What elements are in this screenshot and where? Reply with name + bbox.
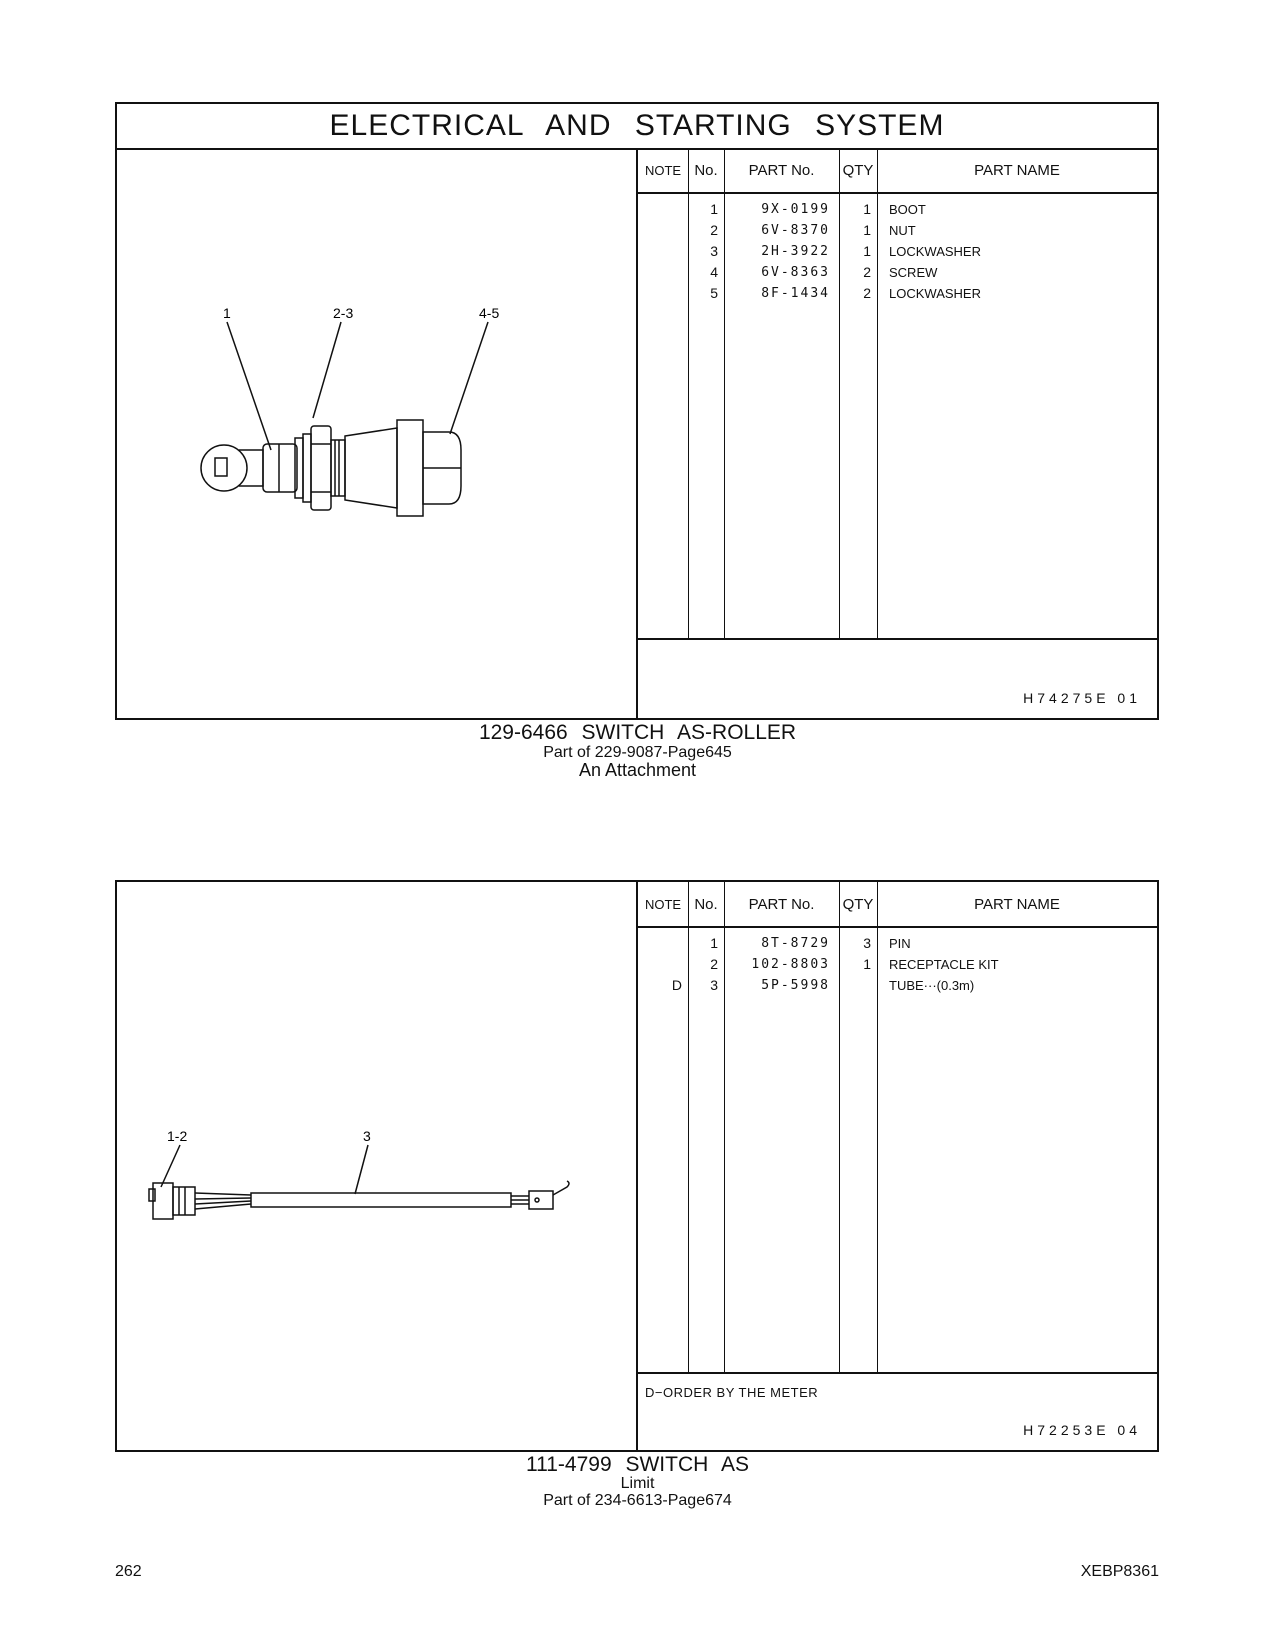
row-no: 3 (710, 243, 718, 259)
row-qty: 1 (863, 243, 871, 259)
header-part-name: PART NAME (974, 895, 1060, 913)
illustration-code: H72253E 04 (1023, 1422, 1141, 1438)
table-row (638, 954, 1157, 975)
row-part-name: BOOT (889, 202, 926, 217)
table-row (638, 220, 1157, 241)
callout-3: 3 (363, 1128, 371, 1144)
parts-table-1 (636, 148, 1157, 718)
caption-note: An Attachment (578, 760, 697, 780)
row-part-name: PIN (889, 936, 911, 951)
row-part-name: RECEPTACLE KIT (889, 957, 999, 972)
header-part-name: PART NAME (974, 161, 1060, 179)
header-note: NOTE (644, 896, 682, 912)
header-qty: QTY (842, 895, 874, 913)
row-part-no: 2H-3922 (761, 244, 830, 259)
table-header (638, 882, 1157, 928)
callout-1-2: 1-2 (167, 1128, 188, 1144)
row-part-no: 5P-5998 (761, 978, 830, 993)
row-qty: 2 (863, 285, 871, 301)
roller-switch-illustration (187, 304, 607, 544)
caption-title: 129-6466 SWITCH AS-ROLLER (478, 721, 797, 744)
row-part-no: 8F-1434 (761, 286, 830, 301)
row-no: 1 (710, 201, 718, 217)
row-part-no: 9X-0199 (761, 202, 830, 217)
caption-parent-ref: Part of 229-9087-Page645 (543, 744, 732, 761)
parts-panel-limit-switch (115, 880, 1159, 1452)
table-footer-divider (638, 1372, 1157, 1374)
row-part-no: 6V-8363 (761, 265, 830, 280)
parts-panel-roller-switch (115, 102, 1159, 720)
table-row (638, 199, 1157, 220)
row-qty: 1 (863, 201, 871, 217)
row-note (638, 199, 682, 220)
group-caption-1 (0, 721, 1275, 779)
row-qty: 3 (863, 935, 871, 951)
table-row (638, 283, 1157, 304)
row-note (638, 241, 682, 262)
parts-table-2 (636, 882, 1157, 1450)
row-part-name: LOCKWASHER (889, 286, 981, 301)
row-no: 2 (710, 956, 718, 972)
table-row (638, 933, 1157, 954)
row-part-no: 102-8803 (751, 957, 830, 972)
section-title: ELECTRICAL AND STARTING SYSTEM (117, 104, 1157, 150)
row-note (638, 262, 682, 283)
group-caption-2 (0, 1453, 1275, 1511)
row-note (638, 933, 682, 954)
header-no: No. (694, 161, 718, 179)
caption-title: 111-4799 SWITCH AS (526, 1453, 749, 1476)
row-no: 4 (710, 264, 718, 280)
header-qty: QTY (842, 161, 874, 179)
row-part-no: 8T-8729 (761, 936, 830, 951)
row-note (638, 954, 682, 975)
table-footnote: D−ORDER BY THE METER (645, 1385, 819, 1400)
table-footer-divider (638, 638, 1157, 640)
row-qty (839, 975, 871, 996)
header-no: No. (694, 895, 718, 913)
caption-parent-ref: Part of 234-6613-Page674 (543, 1492, 732, 1509)
row-note (638, 220, 682, 241)
row-part-no: 6V-8370 (761, 223, 830, 238)
row-part-name: SCREW (889, 265, 938, 280)
table-row (638, 241, 1157, 262)
row-no: 5 (710, 285, 718, 301)
limit-switch-illustration (147, 1127, 617, 1247)
header-part-no: PART No. (748, 161, 815, 179)
callout-2-3: 2-3 (333, 305, 354, 321)
header-note: NOTE (644, 162, 682, 178)
row-no: 2 (710, 222, 718, 238)
row-part-name: NUT (889, 223, 916, 238)
header-part-no: PART No. (748, 895, 815, 913)
caption-note: Limit (620, 1475, 655, 1492)
callout-1: 1 (223, 305, 231, 321)
table-row (638, 975, 1157, 996)
row-qty: 1 (863, 956, 871, 972)
row-note (638, 283, 682, 304)
table-header (638, 148, 1157, 194)
row-part-name: TUBE···(0.3m) (889, 978, 975, 993)
row-qty: 2 (863, 264, 871, 280)
row-no: 3 (710, 977, 718, 993)
row-part-name: LOCKWASHER (889, 244, 981, 259)
row-no: 1 (710, 935, 718, 951)
document-id: XEBP8361 (1080, 1563, 1159, 1580)
table-row (638, 262, 1157, 283)
illustration-code: H74275E 01 (1023, 690, 1141, 706)
row-note: D (671, 977, 682, 993)
row-qty: 1 (863, 222, 871, 238)
page-number: 262 (115, 1563, 142, 1580)
callout-4-5: 4-5 (479, 305, 500, 321)
